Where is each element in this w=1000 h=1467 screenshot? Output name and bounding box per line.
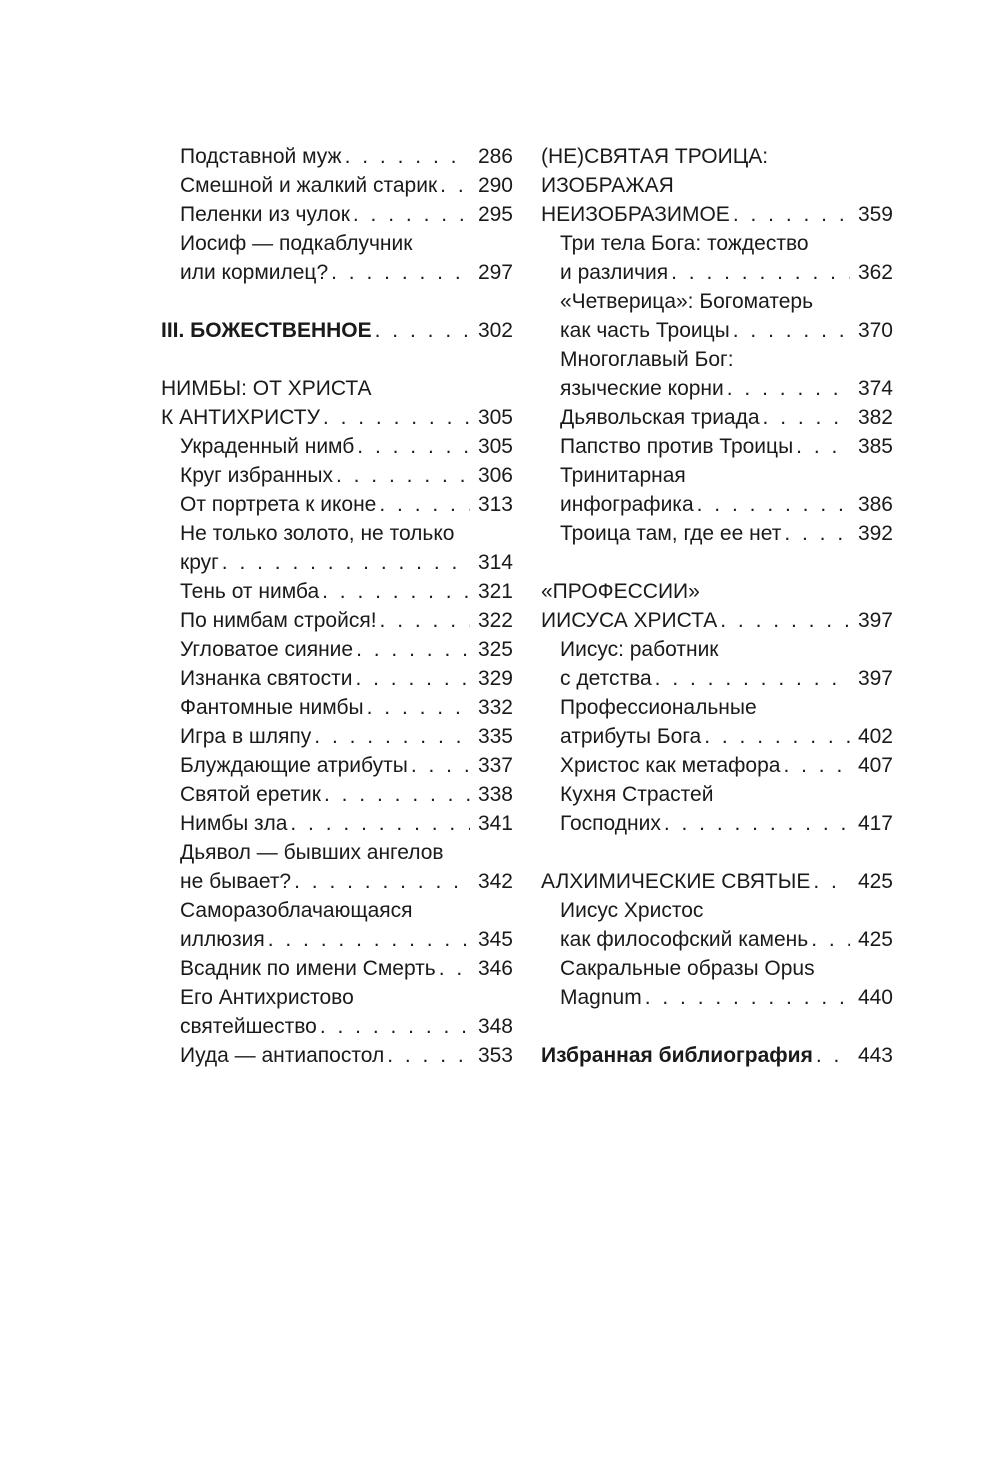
toc-subentry[interactable] bbox=[161, 606, 513, 635]
toc-leader-dots bbox=[353, 635, 470, 664]
toc-entry-title: АЛХИМИЧЕСКИЕ СВЯТЫЕ bbox=[541, 870, 811, 893]
toc-right-column bbox=[541, 142, 893, 1070]
toc-entry-title: и различия bbox=[560, 261, 669, 284]
toc-subentry[interactable] bbox=[161, 983, 513, 1012]
toc-subentry[interactable] bbox=[541, 896, 893, 925]
toc-entry-title: атрибуты Бога bbox=[560, 725, 702, 748]
toc-page-number: 353 bbox=[477, 1044, 513, 1067]
toc-subentry[interactable] bbox=[541, 316, 893, 345]
toc-page-number: 321 bbox=[477, 580, 513, 603]
toc-leader-dots bbox=[793, 432, 850, 461]
toc-entry-title: НЕИЗОБРАЗИМОЕ bbox=[541, 203, 730, 226]
toc-entry-title: или кормилец? bbox=[180, 261, 329, 284]
toc-leader-dots bbox=[354, 432, 470, 461]
toc-leader-dots bbox=[408, 751, 470, 780]
toc-entry-title: Всадник по имени Смерть bbox=[180, 957, 436, 980]
toc-subentry[interactable] bbox=[541, 664, 893, 693]
toc-page-number: 362 bbox=[857, 261, 893, 284]
toc-section-heading[interactable] bbox=[541, 1041, 893, 1070]
toc-leader-dots bbox=[317, 1012, 470, 1041]
toc-subentry[interactable] bbox=[541, 403, 893, 432]
toc-page-number: 382 bbox=[857, 406, 893, 429]
toc-chapter[interactable] bbox=[161, 403, 513, 432]
toc-leader-dots bbox=[813, 1041, 850, 1070]
toc-subentry[interactable] bbox=[161, 1041, 513, 1070]
toc-left-column bbox=[161, 142, 513, 1070]
toc-entry-title: Тень от нимба bbox=[180, 580, 320, 603]
toc-entry-title: Троица там, где ее нет bbox=[560, 522, 782, 545]
toc-leader-dots bbox=[372, 316, 470, 345]
toc-entry-title: НИМБЫ: ОТ ХРИСТА bbox=[161, 377, 372, 400]
toc-chapter[interactable] bbox=[541, 171, 893, 200]
toc-subentry[interactable] bbox=[541, 345, 893, 374]
toc-entry-title: Не только золото, не только bbox=[180, 522, 455, 545]
toc-page-number: 305 bbox=[477, 406, 513, 429]
toc-leader-dots bbox=[730, 316, 850, 345]
toc-leader-dots bbox=[319, 577, 470, 606]
toc-page-number: 305 bbox=[477, 435, 513, 458]
toc-page-number: 397 bbox=[857, 667, 893, 690]
toc-subentry[interactable] bbox=[541, 461, 893, 490]
toc-leader-dots bbox=[350, 200, 470, 229]
toc-page-number: 443 bbox=[857, 1044, 893, 1067]
toc-subentry[interactable] bbox=[161, 954, 513, 983]
toc-page-number: 286 bbox=[477, 145, 513, 168]
toc-entry-title: Дьявольская триада bbox=[560, 406, 760, 429]
toc-subentry[interactable] bbox=[161, 896, 513, 925]
toc-page-number: 402 bbox=[857, 725, 893, 748]
toc-page-number: 314 bbox=[477, 551, 513, 574]
toc-leader-dots bbox=[328, 258, 470, 287]
toc-leader-dots bbox=[724, 374, 850, 403]
toc-subentry[interactable] bbox=[541, 693, 893, 722]
toc-subentry[interactable] bbox=[541, 722, 893, 751]
toc-page-number: 290 bbox=[477, 174, 513, 197]
toc-subentry[interactable] bbox=[541, 954, 893, 983]
toc-page-number: 342 bbox=[477, 870, 513, 893]
toc-entry-title: III. БОЖЕСТВЕННОЕ bbox=[161, 319, 372, 342]
toc-subentry[interactable] bbox=[161, 258, 513, 287]
toc-subentry[interactable] bbox=[161, 664, 513, 693]
toc-subentry[interactable] bbox=[541, 258, 893, 287]
toc-subentry[interactable] bbox=[161, 780, 513, 809]
toc-subentry[interactable] bbox=[161, 635, 513, 664]
toc-subentry[interactable] bbox=[541, 490, 893, 519]
toc-entry-title: не бывает? bbox=[180, 870, 292, 893]
toc-entry-title: Украденный нимб bbox=[180, 435, 355, 458]
toc-entry-title: «ПРОФЕССИИ» bbox=[541, 580, 700, 603]
toc-subentry[interactable] bbox=[161, 432, 513, 461]
toc-leader-dots bbox=[364, 693, 470, 722]
toc-entry-title: (НЕ)СВЯТАЯ ТРОИЦА: bbox=[541, 145, 769, 168]
toc-entry-title: Саморазоблачающаяся bbox=[180, 899, 413, 922]
toc-leader-dots bbox=[311, 722, 470, 751]
toc-page-number: 332 bbox=[477, 696, 513, 719]
toc-entry-title: От портрета к иконе bbox=[180, 493, 377, 516]
toc-entry-title: как часть Троицы bbox=[560, 319, 730, 342]
toc-leader-dots bbox=[342, 142, 470, 171]
toc-entry-title: Многоглавый Бог: bbox=[560, 348, 734, 371]
toc-page-number: 313 bbox=[477, 493, 513, 516]
toc-entry-title: Иуда — антиапостол bbox=[180, 1044, 385, 1067]
toc-chapter[interactable] bbox=[541, 577, 893, 606]
toc-section-heading[interactable] bbox=[161, 316, 513, 345]
toc-leader-dots bbox=[642, 983, 850, 1012]
toc-page-number: 348 bbox=[477, 1015, 513, 1038]
toc-subentry[interactable] bbox=[541, 925, 893, 954]
toc-subentry[interactable] bbox=[161, 229, 513, 258]
toc-entry-title: Подставной муж bbox=[180, 145, 342, 168]
toc-entry-title: «Четверица»: Богоматерь bbox=[560, 290, 814, 313]
toc-entry-title: Круг избранных bbox=[180, 464, 333, 487]
toc-page-number: 392 bbox=[857, 522, 893, 545]
toc-entry-title: ИЗОБРАЖАЯ bbox=[541, 174, 674, 197]
toc-page-number: 335 bbox=[477, 725, 513, 748]
toc-entry-title: Три тела Бога: тождество bbox=[560, 232, 809, 255]
toc-page-number: 345 bbox=[477, 928, 513, 951]
toc-subentry[interactable] bbox=[161, 171, 513, 200]
toc-leader-dots bbox=[287, 809, 470, 838]
toc-page-number: 407 bbox=[857, 754, 893, 777]
toc-subentry[interactable] bbox=[161, 722, 513, 751]
toc-subentry[interactable] bbox=[161, 490, 513, 519]
toc-subentry[interactable] bbox=[541, 809, 893, 838]
toc-subentry[interactable] bbox=[541, 635, 893, 664]
toc-page-number: 417 bbox=[857, 812, 893, 835]
toc-entry-title: Нимбы зла bbox=[180, 812, 288, 835]
toc-entry-title: Magnum bbox=[560, 986, 642, 1009]
toc-entry-title: Господних bbox=[560, 812, 661, 835]
toc-entry-title: Блуждающие атрибуты bbox=[180, 754, 408, 777]
toc-leader-dots bbox=[333, 461, 470, 490]
toc-leader-dots bbox=[352, 664, 469, 693]
toc-page-number: 297 bbox=[477, 261, 513, 284]
toc-leader-dots bbox=[291, 867, 470, 896]
toc-page-number: 306 bbox=[477, 464, 513, 487]
toc-subentry[interactable] bbox=[161, 838, 513, 867]
toc-leader-dots bbox=[661, 809, 850, 838]
toc-leader-dots bbox=[265, 925, 470, 954]
toc-subentry[interactable] bbox=[161, 809, 513, 838]
toc-chapter[interactable] bbox=[541, 867, 893, 896]
toc-entry-title: Кухня Страстей bbox=[560, 783, 714, 806]
toc-entry-title: инфографика bbox=[560, 493, 694, 516]
toc-leader-dots bbox=[717, 606, 850, 635]
toc-leader-dots bbox=[376, 490, 470, 519]
toc-subentry[interactable] bbox=[541, 287, 893, 316]
section-spacer bbox=[541, 548, 893, 577]
section-spacer bbox=[541, 838, 893, 867]
toc-subentry[interactable] bbox=[161, 519, 513, 548]
section-spacer bbox=[161, 287, 513, 316]
toc-leader-dots bbox=[781, 519, 850, 548]
section-spacer bbox=[161, 345, 513, 374]
toc-chapter[interactable] bbox=[541, 142, 893, 171]
toc-page-number: 397 bbox=[857, 609, 893, 632]
toc-page-number: 359 bbox=[857, 203, 893, 226]
toc-subentry[interactable] bbox=[541, 519, 893, 548]
toc-page-number: 385 bbox=[857, 435, 893, 458]
toc-entry-title: Пеленки из чулок bbox=[180, 203, 350, 226]
toc-entry-title: Святой еретик bbox=[180, 783, 321, 806]
toc-chapter[interactable] bbox=[541, 606, 893, 635]
toc-entry-title: Христос как метафора bbox=[560, 754, 781, 777]
toc-leader-dots bbox=[652, 664, 850, 693]
toc-entry-title: Его Антихристово bbox=[180, 986, 354, 1009]
toc-entry-title: Угловатое сияние bbox=[180, 638, 354, 661]
toc-page-number: 295 bbox=[477, 203, 513, 226]
toc-page-number: 325 bbox=[477, 638, 513, 661]
toc-page-number: 337 bbox=[477, 754, 513, 777]
toc-entry-title: Игра в шляпу bbox=[180, 725, 312, 748]
toc-entry-title: Профессиональные bbox=[560, 696, 757, 719]
toc-entry-title: Дьявол — бывших ангелов bbox=[180, 841, 444, 864]
toc-subentry[interactable] bbox=[541, 780, 893, 809]
toc-subentry[interactable] bbox=[541, 751, 893, 780]
toc-page-number: 374 bbox=[857, 377, 893, 400]
toc-leader-dots bbox=[730, 200, 850, 229]
toc-leader-dots bbox=[810, 867, 850, 896]
toc-subentry[interactable] bbox=[541, 374, 893, 403]
toc-leader-dots bbox=[694, 490, 850, 519]
toc-leader-dots bbox=[701, 722, 850, 751]
toc-entry-title: Фантомные нимбы bbox=[180, 696, 364, 719]
toc-entry-title: ИИСУСА ХРИСТА bbox=[541, 609, 718, 632]
toc-leader-dots bbox=[780, 751, 849, 780]
toc-leader-dots bbox=[437, 171, 470, 200]
toc-entry-title: Иисус Христос bbox=[560, 899, 704, 922]
toc-entry-title: языческие корни bbox=[560, 377, 724, 400]
toc-subentry[interactable] bbox=[161, 577, 513, 606]
toc-chapter[interactable] bbox=[161, 374, 513, 403]
toc-entry-title: Иосиф — подкаблучник bbox=[180, 232, 413, 255]
toc-leader-dots bbox=[668, 258, 850, 287]
toc-page-number: 346 bbox=[477, 957, 513, 980]
toc-chapter[interactable] bbox=[541, 200, 893, 229]
toc-page-number: 425 bbox=[857, 928, 893, 951]
toc-subentry[interactable] bbox=[161, 693, 513, 722]
toc-entry-title: Тринитарная bbox=[560, 464, 686, 487]
toc-entry-title: иллюзия bbox=[180, 928, 265, 951]
toc-entry-title: святейшество bbox=[180, 1015, 317, 1038]
toc-subentry[interactable] bbox=[161, 142, 513, 171]
toc-page-number: 322 bbox=[477, 609, 513, 632]
toc-subentry[interactable] bbox=[161, 200, 513, 229]
toc-leader-dots bbox=[320, 403, 470, 432]
toc-subentry[interactable] bbox=[161, 1012, 513, 1041]
toc-entry-title: К АНТИХРИСТУ bbox=[161, 406, 320, 429]
toc-page-number: 386 bbox=[857, 493, 893, 516]
toc-leader-dots bbox=[377, 606, 470, 635]
toc-leader-dots bbox=[808, 925, 850, 954]
toc-leader-dots bbox=[219, 548, 470, 577]
toc-page-number: 338 bbox=[477, 783, 513, 806]
toc-entry-title: Изнанка святости bbox=[180, 667, 353, 690]
toc-subentry[interactable] bbox=[541, 432, 893, 461]
toc-page-number: 440 bbox=[857, 986, 893, 1009]
toc-page-number: 370 bbox=[857, 319, 893, 342]
toc-page-number: 341 bbox=[477, 812, 513, 835]
section-spacer bbox=[541, 1012, 893, 1041]
toc-leader-dots bbox=[384, 1041, 470, 1070]
toc-subentry[interactable] bbox=[541, 983, 893, 1012]
toc-entry-title: Сакральные образы Opus bbox=[560, 957, 815, 980]
toc-leader-dots bbox=[760, 403, 850, 432]
toc-subentry[interactable] bbox=[161, 751, 513, 780]
toc-page-number: 425 bbox=[857, 870, 893, 893]
toc-entry-title: Избранная библиография bbox=[541, 1044, 813, 1067]
toc-subentry[interactable] bbox=[161, 548, 513, 577]
toc-page-number: 302 bbox=[477, 319, 513, 342]
toc-page-number: 329 bbox=[477, 667, 513, 690]
toc-subentry[interactable] bbox=[161, 867, 513, 896]
toc-entry-title: По нимбам стройся! bbox=[180, 609, 377, 632]
toc-leader-dots bbox=[436, 954, 470, 983]
toc-entry-title: с детства bbox=[560, 667, 652, 690]
toc-subentry[interactable] bbox=[541, 229, 893, 258]
toc-entry-title: круг bbox=[180, 551, 219, 574]
toc-entry-title: Смешной и жалкий старик bbox=[180, 174, 438, 197]
toc-subentry[interactable] bbox=[161, 461, 513, 490]
toc-subentry[interactable] bbox=[161, 925, 513, 954]
toc-leader-dots bbox=[321, 780, 470, 809]
toc-entry-title: Иисус: работник bbox=[560, 638, 719, 661]
toc-entry-title: как философский камень bbox=[560, 928, 809, 951]
toc-entry-title: Папство против Троицы bbox=[560, 435, 794, 458]
